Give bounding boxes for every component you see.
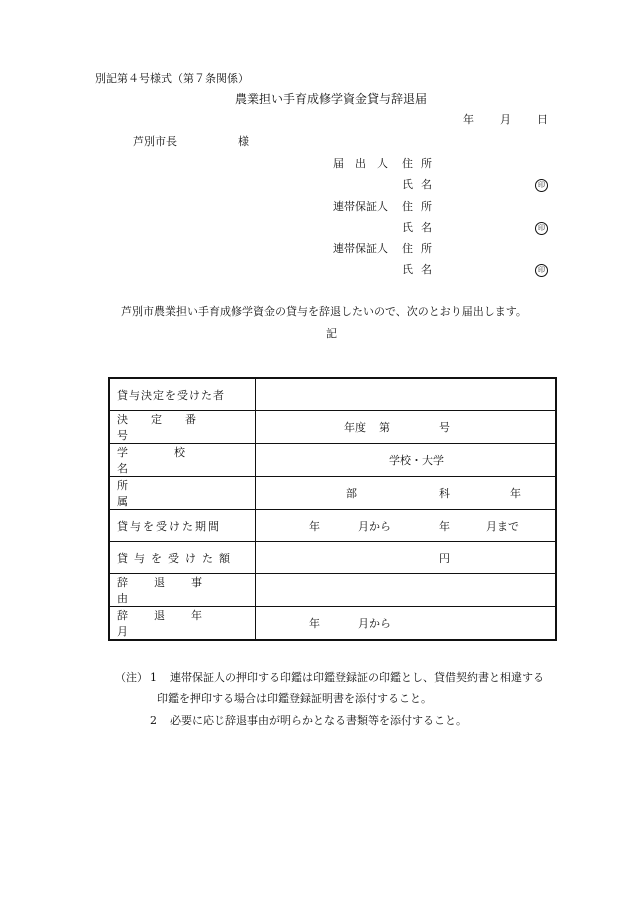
label-decision-number: 決定番号 [117,413,219,442]
row-label-recipient [109,378,256,411]
row-label-decision-number [109,411,256,444]
row-label-school [109,444,256,477]
affiliation-department: 部 [346,487,357,500]
table-row [109,444,556,477]
date-day: 日 [537,113,548,126]
table-row [109,477,556,510]
ki-heading: 記 [326,327,337,340]
row-label-loan-period [109,510,256,542]
note-2-number: 2 [150,714,157,727]
period-start-year: 年 [309,520,320,533]
guarantor1-seal-icon: 印 [535,222,548,235]
note-1-line2: 印鑑を押印する場合は印鑑登録証明書を添付すること。 [157,692,432,705]
decision-fiscal-year: 年度 [344,421,366,434]
addressee-suffix: 様 [238,135,249,148]
guarantor2-address-label: 住所 [402,242,440,255]
notifier-seal-icon: 印 [535,179,548,192]
table-row [109,378,556,411]
row-label-affiliation [109,477,256,510]
label-affiliation: 所属 [117,479,225,508]
withdrawal-date-field[interactable] [256,607,557,641]
label-recipient: 貸与決定を受けた者 [117,388,225,402]
table-row [109,542,556,574]
withdrawal-year: 年 [309,617,320,630]
document-title: 農業担い手育成修学資金貸与辞退届 [235,92,428,106]
row-label-withdrawal-date [109,607,256,641]
form-number: 別記第４号様式（第７条関係） [95,72,249,85]
statement-text: 芦別市農業担い手育成修学資金の貸与を辞退したいので、次のとおり届出します。 [121,305,527,318]
period-end-month: 月まで [486,520,519,533]
table-row [109,510,556,542]
decision-dai: 第 [379,421,390,434]
notifier-name-label: 氏名 [402,178,440,191]
table-row [109,607,556,641]
guarantor2-label: 連帯保証人 [333,242,388,255]
decision-go: 号 [439,421,450,434]
loan-period-field[interactable] [256,510,557,542]
affiliation-course: 科 [439,487,450,500]
school-type: 学校・大学 [389,454,444,467]
label-school: 学校名 [117,446,231,475]
guarantor2-name-label: 氏名 [402,263,440,276]
notifier-address-label: 住所 [402,157,440,170]
guarantor1-name-label: 氏名 [402,221,440,234]
notifier-label [333,157,399,171]
label-reason: 辞退事由 [117,576,228,605]
decision-number-field[interactable] [256,411,557,444]
label-loan-amount: 貸与を受けた額 [117,551,236,565]
notes-prefix: （注） [115,671,148,684]
period-start-month: 月から [358,520,391,533]
row-label-reason [109,574,256,607]
guarantor1-label: 連帯保証人 [333,200,388,213]
amount-yen: 円 [439,552,450,565]
date-year: 年 [463,113,474,126]
label-withdrawal-date: 辞退年月 [117,609,228,638]
table-row [109,574,556,607]
resignation-table [108,377,557,641]
note-1-line1: 連帯保証人の押印する印鑑は印鑑登録証の印鑑とし、貸借契約書と相違する [170,671,544,684]
loan-amount-field[interactable] [256,542,557,574]
affiliation-field[interactable] [256,477,557,510]
withdrawal-month: 月から [358,617,391,630]
school-field[interactable] [256,444,557,477]
recipient-field[interactable] [256,378,557,411]
note-1-number: 1 [150,671,157,684]
row-label-loan-amount [109,542,256,574]
label-loan-period: 貸与を受けた期間 [117,519,221,533]
notifier-label-text: 届出人 [333,157,399,170]
note-2-line1: 必要に応じ辞退事由が明らかとなる書類等を添付すること。 [170,714,467,727]
addressee-name: 芦別市長 [133,135,177,148]
table-row [109,411,556,444]
guarantor2-seal-icon: 印 [535,264,548,277]
guarantor1-address-label: 住所 [402,200,440,213]
period-end-year: 年 [439,520,450,533]
reason-field[interactable] [256,574,557,607]
affiliation-grade: 年 [510,487,521,500]
date-month: 月 [500,113,511,126]
